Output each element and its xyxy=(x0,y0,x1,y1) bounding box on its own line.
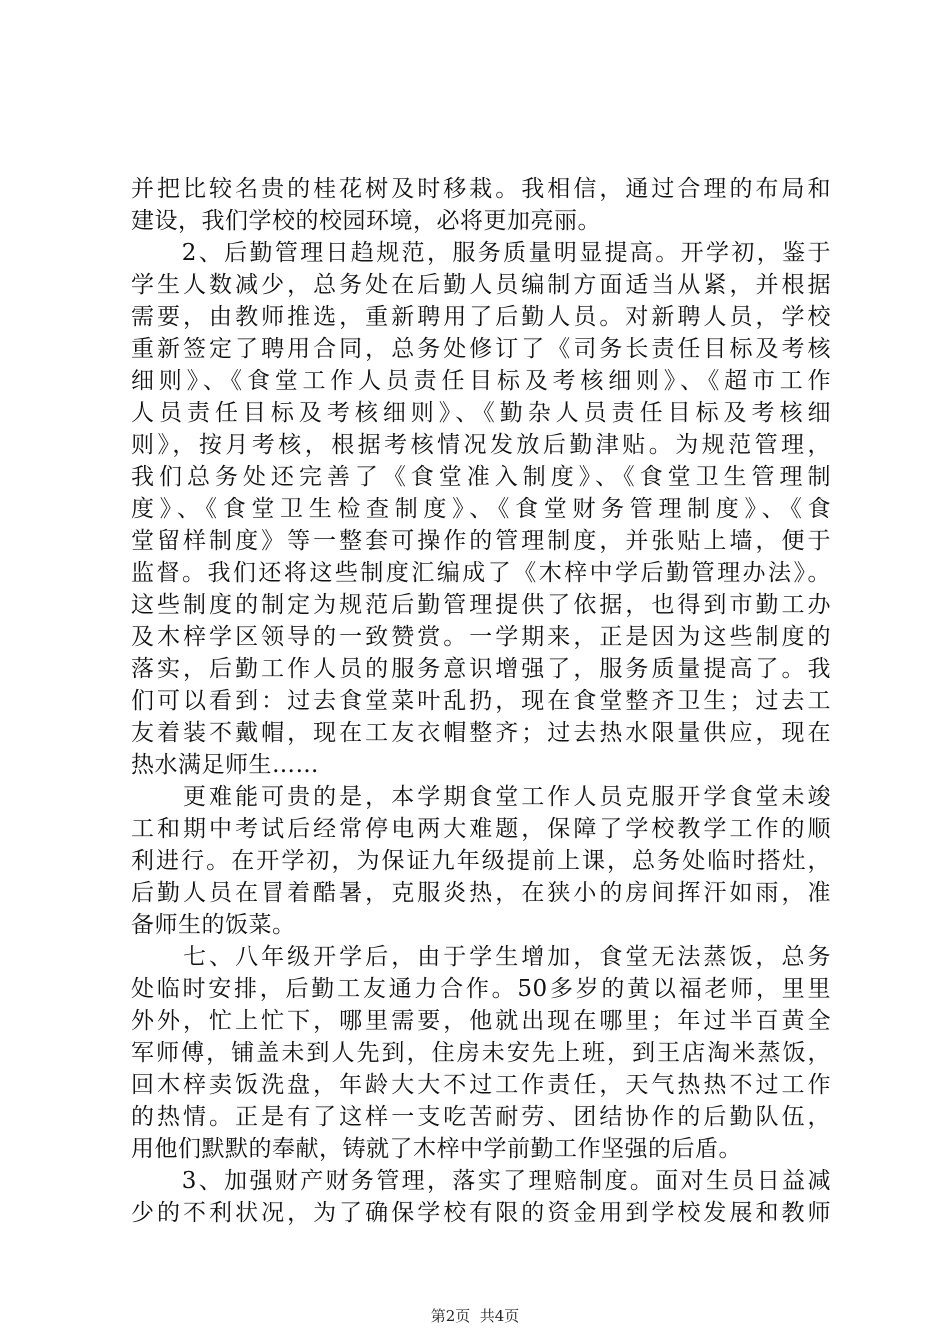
text-line: 热水满足师生…… xyxy=(131,752,319,778)
text-line: 更难能可贵的是，本学期食堂工作人员克服开学食堂未竣 xyxy=(131,784,831,810)
text-line: 2、后勤管理日趋规范，服务质量明显提高。开学初，鉴于 xyxy=(131,240,831,266)
text-line: 堂留样制度》等一整套可操作的管理制度，并张贴上墙，便于 xyxy=(131,528,831,554)
body-text xyxy=(131,173,831,1229)
text-line: 备师生的饭菜。 xyxy=(131,912,296,938)
text-line: 七、八年级开学后，由于学生增加，食堂无法蒸饭，总务 xyxy=(131,944,831,970)
text-line: 少的不利状况，为了确保学校有限的资金用到学校发展和教师 xyxy=(131,1200,831,1226)
text-line: 重新签定了聘用合同，总务处修订了《司务长责任目标及考核 xyxy=(131,336,831,362)
text-line: 并把比较名贵的桂花树及时移栽。我相信，通过合理的布局和 xyxy=(131,176,831,202)
text-line: 细则》、《食堂工作人员责任目标及考核细则》、《超市工作 xyxy=(131,368,831,394)
text-line: 工和期中考试后经常停电两大难题，保障了学校教学工作的顺 xyxy=(131,816,831,842)
text-line: 军师傅，铺盖未到人先到，住房未安先上班，到王店淘米蒸饭， xyxy=(131,1040,831,1066)
text-line: 后勤人员在冒着酷暑，克服炎热，在狭小的房间挥汗如雨，准 xyxy=(131,880,831,906)
text-line: 需要，由教师推选，重新聘用了后勤人员。对新聘人员，学校 xyxy=(131,304,831,330)
text-line: 处临时安排，后勤工友通力合作。50多岁的黄以福老师，里里 xyxy=(131,976,831,1002)
text-line: 则》，按月考核，根据考核情况发放后勤津贴。为规范管理， xyxy=(131,432,831,458)
text-line: 我们总务处还完善了《食堂准入制度》、《食堂卫生管理制 xyxy=(131,464,831,490)
text-line: 建设，我们学校的校园环境，必将更加亮丽。 xyxy=(131,208,601,234)
text-line: 友着装不戴帽，现在工友衣帽整齐；过去热水限量供应，现在 xyxy=(131,720,831,746)
text-line: 落实，后勤工作人员的服务意识增强了，服务质量提高了。我 xyxy=(131,656,831,682)
page-footer: 第2页 共4页 xyxy=(430,1307,520,1325)
text-line: 的热情。正是有了这样一支吃苦耐劳、团结协作的后勤队伍， xyxy=(131,1104,831,1130)
text-line: 这些制度的制定为规范后勤管理提供了依据，也得到市勤工办 xyxy=(131,592,831,618)
text-line: 人员责任目标及考核细则》、《勤杂人员责任目标及考核细 xyxy=(131,400,831,426)
text-line: 3、加强财产财务管理，落实了理赔制度。面对生员日益减 xyxy=(131,1168,831,1194)
text-line: 监督。我们还将这些制度汇编成了《木梓中学后勤管理办法》。 xyxy=(131,560,831,586)
text-line: 用他们默默的奉献，铸就了木梓中学前勤工作坚强的后盾。 xyxy=(131,1136,742,1162)
text-line: 外外，忙上忙下，哪里需要，他就出现在哪里；年过半百黄全 xyxy=(131,1008,831,1034)
text-line: 度》、《食堂卫生检查制度》、《食堂财务管理制度》、《食 xyxy=(131,496,831,522)
text-line: 利进行。在开学初，为保证九年级提前上课，总务处临时搭灶， xyxy=(131,848,831,874)
text-line: 及木梓学区领导的一致赞赏。一学期来，正是因为这些制度的 xyxy=(131,624,831,650)
text-line: 学生人数减少，总务处在后勤人员编制方面适当从紧，并根据 xyxy=(131,272,831,298)
text-line: 们可以看到：过去食堂菜叶乱扔，现在食堂整齐卫生；过去工 xyxy=(131,688,831,714)
text-line: 回木梓卖饭洗盘，年龄大大不过工作责任，天气热热不过工作 xyxy=(131,1072,831,1098)
